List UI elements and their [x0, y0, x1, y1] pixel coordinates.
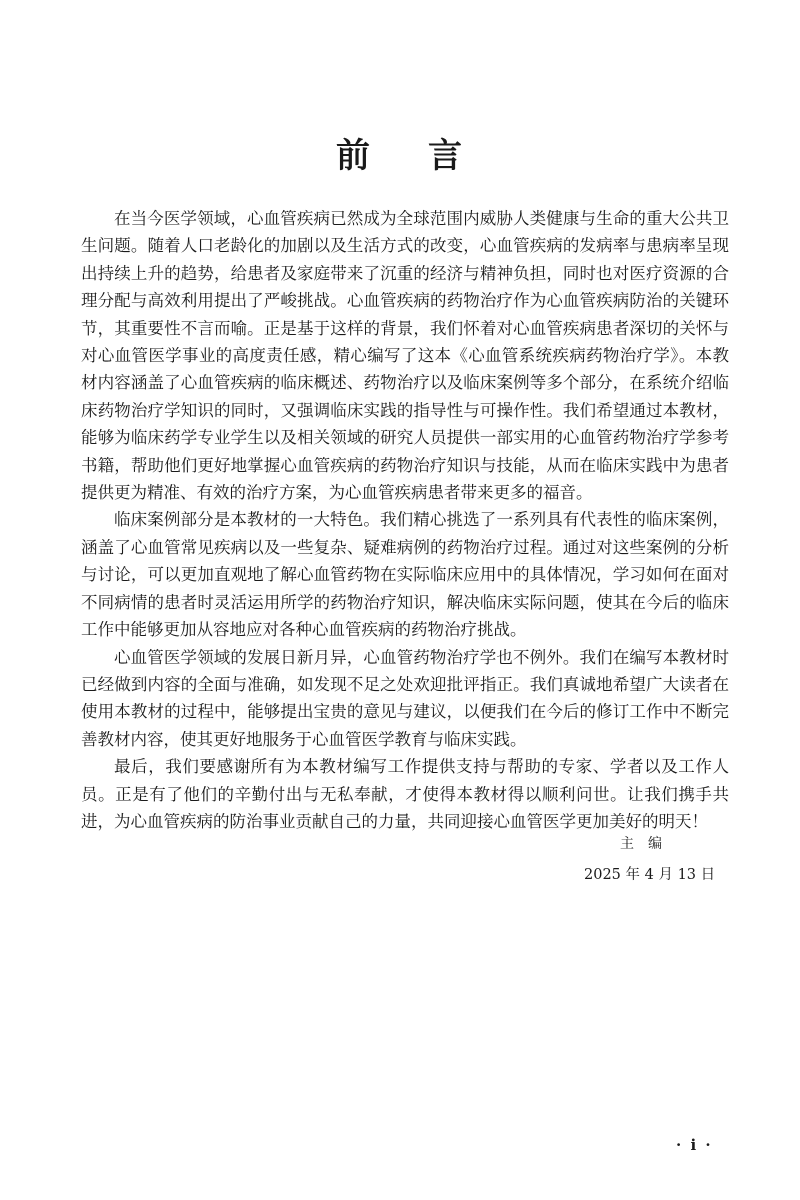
paragraph-1: 在当今医学领域，心血管疾病已然成为全球范围内威胁人类健康与生命的重大公共卫生问题。随着人口老龄化的加剧以及生活方式的改变，心血管疾病的发病率与患病率呈现出持续上升的趋势，给患者及家庭带来了沉重的经济与精神负担，同时也对医疗资源的合理分配与高效利用提出了严峻挑战。心血管疾病的药物治疗作为心血管疾病防治的关键环节，其重要性不言而喻。正是基于这样的背景，我们怀着对心血管疾病患者深切的关怀与对心血管医学事业的高度责任感，精心编写了这本《心血管系统疾病药物治疗学》。本教材内容涵盖了心血管疾病的临床概述、药物治疗以及临床案例等多个部分，在系统介绍临床药物治疗学知识的同时，又强调临床实践的指导性与可操作性。我们希望通过本教材，能够为临床药学专业学生以及相关领域的研究人员提供一部实用的心血管药物治疗学参考书籍，帮助他们更好地掌握心血管疾病的药物治疗知识与技能，从而在临床实践中为患者提供更为精准、有效的治疗方案，为心血管疾病患者带来更多的福音。	[81, 209, 729, 503]
paragraph-4: 最后，我们要感谢所有为本教材编写工作提供支持与帮助的专家、学者以及工作人员。正是有了他们的辛勤付出与无私奉献，才使得本教材得以顺利问世。让我们携手共进，为心血管疾病的防治事业贡献自己的力量，共同迎接心血管医学更加美好的明天！	[81, 757, 729, 831]
paragraph-2: 临床案例部分是本教材的一大特色。我们精心挑选了一系列具有代表性的临床案例，涵盖了心血管常见疾病以及一些复杂、疑难病例的药物治疗过程。通过对这些案例的分析与讨论，可以更加直观地了解心血管药物在实际临床应用中的具体情况，学习如何在面对不同病情的患者时灵活运用所学的药物治疗知识，解决临床实际问题，使其在今后的临床工作中能够更加从容地应对各种心血管疾病的药物治疗挑战。	[81, 510, 729, 640]
paragraph-3: 心血管医学领域的发展日新月异，心血管药物治疗学也不例外。我们在编写本教材时已经做到内容的全面与准确，如发现不足之处欢迎批评指正。我们真诚地希望广大读者在使用本教材的过程中，能够提出宝贵的意见与建议，以便我们在今后的修订工作中不断完善教材内容，使其更好地服务于心血管医学教育与临床实践。	[81, 647, 729, 749]
editor-label: 主编	[620, 836, 676, 852]
page-number: · i ·	[676, 1136, 713, 1154]
title-char-1: 前	[336, 136, 372, 176]
preface-body	[81, 205, 729, 835]
date-label: 2025 年 4 月 13 日	[584, 867, 716, 883]
page-title	[0, 128, 800, 177]
title-char-2: 言	[428, 136, 464, 176]
